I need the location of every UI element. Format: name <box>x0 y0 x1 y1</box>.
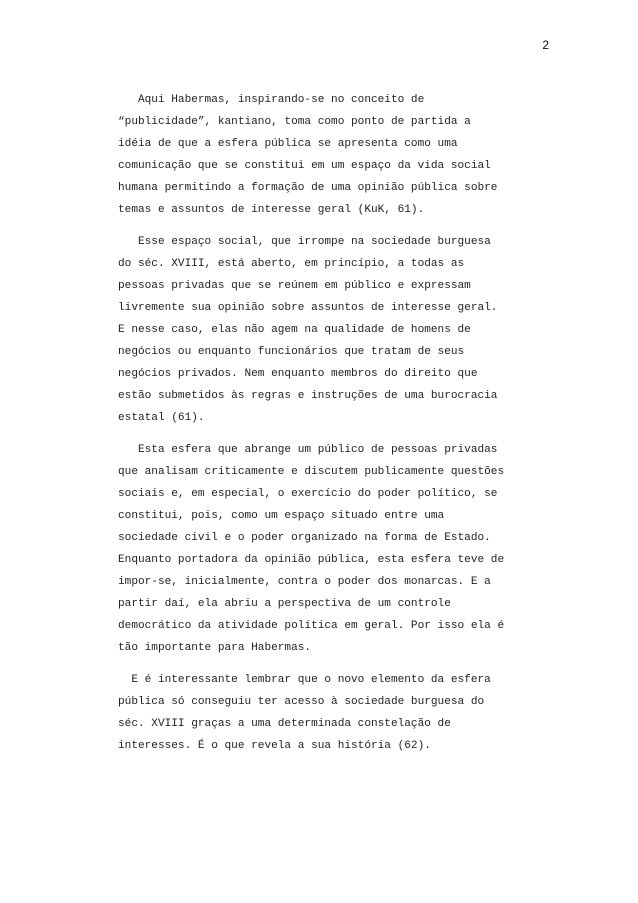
text-line: Enquanto portadora da opinião pública, esta esfera teve de <box>118 554 505 566</box>
text-line: comunicação que se constitui em um espaço da vida social <box>118 160 491 172</box>
text-line: interesses. É o que revela a sua história (62). <box>118 740 431 752</box>
text-line: sociais e, em especial, o exercício do poder político, se <box>118 488 498 500</box>
text-line: tão importante para Habermas. <box>118 642 312 654</box>
text-line: sociedade civil e o poder organizado na forma de Estado. <box>118 532 491 544</box>
text-line: Esse espaço social, que irrompe na sociedade burguesa <box>118 236 491 248</box>
text-line: Aqui Habermas, inspirando-se no conceito de <box>118 94 425 106</box>
text-line: temas e assuntos de interesse geral (KuK, 61). <box>118 204 425 216</box>
text-line: Esta esfera que abrange um público de pessoas privadas <box>118 444 498 456</box>
text-line: estatal (61). <box>118 412 205 424</box>
text-line: do séc. XVIII, está aberto, em princípio, a todas as <box>118 258 465 270</box>
text-line: estão submetidos às regras e instruções de uma burocracia <box>118 390 498 402</box>
paragraph-2 <box>118 231 548 429</box>
paragraph-3 <box>118 439 548 659</box>
text-line: E é interessante lembrar que o novo elemento da esfera <box>118 674 491 686</box>
text-line: impor-se, inicialmente, contra o poder dos monarcas. E a <box>118 576 491 588</box>
text-line: negócios privados. Nem enquanto membros do direito que <box>118 368 478 380</box>
text-line: livremente sua opinião sobre assuntos de interesse geral. <box>118 302 498 314</box>
text-line: pessoas privadas que se reúnem em público e expressam <box>118 280 471 292</box>
text-line: pública só conseguiu ter acesso à sociedade burguesa do <box>118 696 485 708</box>
text-line: constitui, pois, como um espaço situado entre uma <box>118 510 445 522</box>
text-line: negócios ou enquanto funcionários que tratam de seus <box>118 346 465 358</box>
text-line: partir daí, ela abriu a perspectiva de um controle <box>118 598 451 610</box>
text-line: que analisam criticamente e discutem publicamente questões <box>118 466 505 478</box>
text-line: idéia de que a esfera pública se apresenta como uma <box>118 138 458 150</box>
body-text <box>118 89 548 767</box>
paragraph-4 <box>118 669 548 757</box>
paragraph-1 <box>118 89 548 221</box>
text-line: democrático da atividade política em geral. Por isso ela é <box>118 620 505 632</box>
text-line: humana permitindo a formação de uma opinião pública sobre <box>118 182 498 194</box>
page-number: 2 <box>542 38 549 52</box>
text-line: “publicidade”, kantiano, toma como ponto de partida a <box>118 116 471 128</box>
text-line: E nesse caso, elas não agem na qualidade de homens de <box>118 324 471 336</box>
text-line: séc. XVIII graças a uma determinada constelação de <box>118 718 451 730</box>
